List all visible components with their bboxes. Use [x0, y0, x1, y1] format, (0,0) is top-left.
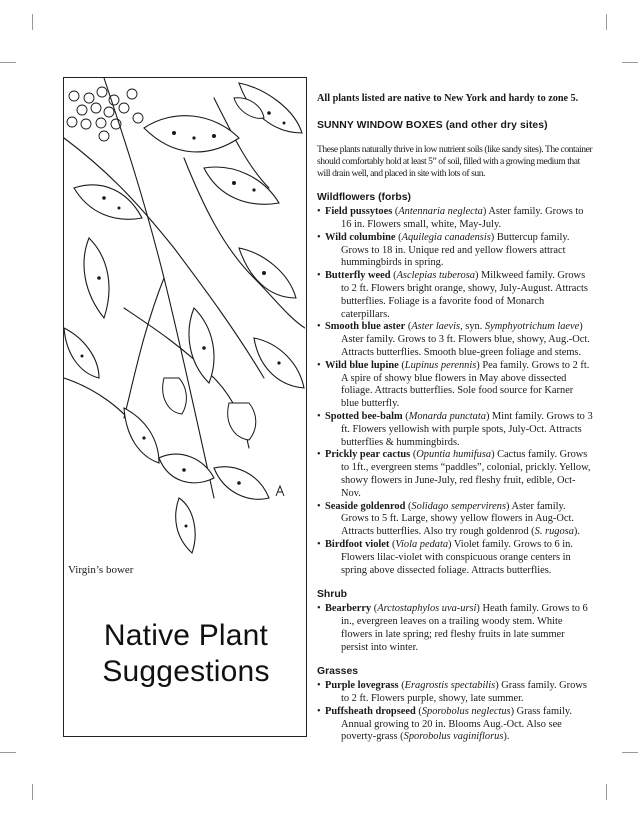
plant-latin-name: Eragrostis spectabilis	[404, 680, 496, 692]
intro-paragraph: These plants naturally thrive in low nutrient soils (like sandy sites). The container should comfortably hold at least 5” of soil, filled with a growing medium that will drain well, and placed in site with lots of sun.	[317, 143, 593, 180]
plant-item: • Wild columbine (Aquilegia canadensis) Buttercup family. Grows to 18 in. Unique red and yellow flowers attract hummingbirds in spring.	[317, 232, 593, 270]
plant-list	[317, 603, 593, 654]
plant-latin-name: Sporobolus neglectus	[421, 705, 511, 717]
plant-name: Wild blue lupine	[325, 359, 399, 371]
plant-item: • Wild blue lupine (Lupinus perennis) Pea family. Grows to 2 ft. A spire of showy blue flowers in May above dissected foliage. Attracts butterflies. Sole food source for Karner blue butterfly.	[317, 360, 593, 411]
crop-mark	[32, 14, 33, 30]
plant-description: Heath family. Grows to 6 in., evergreen leaves on a trailing woody stem. White flowers in late spring; red fleshy fruits in late summer persist into winter.	[341, 603, 588, 653]
crop-mark	[606, 14, 607, 30]
plant-name: Butterfly weed	[325, 270, 391, 282]
group-heading: Grasses	[317, 666, 359, 678]
plant-description: Grass family. Annual growing to 20 in. Blooms Aug.-Oct. Also see poverty-grass (	[341, 705, 572, 743]
plant-description: Aster family. Grows to 16 in. Flowers small, white, May-July.	[341, 206, 584, 231]
section-heading: SUNNY WINDOW BOXES (and other dry sites)	[317, 119, 548, 131]
plant-description: Grass family. Grows to 2 ft. Flowers purple, showy, late summer.	[341, 680, 587, 704]
crop-mark	[32, 784, 33, 800]
plant-latin-name: Aster laevis	[411, 321, 461, 333]
plant-item: • Field pussytoes (Antennaria neglecta) Aster family. Grows to 16 in. Flowers small, white, May-July.	[317, 206, 593, 232]
plant-description: Milkweed family. Grows to 2 ft. Flowers bright orange, showy, July-August. Attracts butterflies. Foliage is a favorite food of Monarch caterpillars.	[341, 270, 588, 320]
synonym-label: , syn.	[460, 321, 485, 333]
plant-description: Buttercup family. Grows to 18 in. Unique red and yellow flowers attract hummingbirds in spring.	[341, 231, 570, 269]
plant-item: • Bearberry (Arctostaphylos uva-ursi) Heath family. Grows to 6 in., evergreen leaves on a trailing woody stem. White flowers in late spring; red fleshy fruits in late summer persist into winter.	[317, 603, 593, 654]
plant-item: • Purple lovegrass (Eragrostis spectabilis) Grass family. Grows to 2 ft. Flowers purple, showy, late summer.	[317, 680, 593, 706]
plant-latin-name: Viola pedata	[395, 539, 449, 550]
plant-name: Smooth blue aster	[325, 321, 406, 333]
page-title	[64, 618, 308, 690]
plant-item: • Butterfly weed (Asclepias tuberosa) Milkweed family. Grows to 2 ft. Flowers bright orange, showy, July-August. Attracts butterflies. Foliage is a favorite food of Monarch caterpillars.	[317, 270, 593, 321]
plant-description: Cactus family. Grows to 1ft., evergreen stems “paddles”, colonial, prickly. Yellow, showy flowers in June-July, red fleshy fruit, edible, Oct-Nov.	[341, 449, 591, 499]
plant-latin-synonym: Symphyotrichum laeve	[484, 321, 580, 333]
plant-latin-name: Lupinus perennis	[404, 359, 477, 371]
plant-name: Wild columbine	[325, 231, 396, 243]
plant-groups	[317, 192, 593, 744]
plant-item: • Smooth blue aster (Aster laevis, syn. Symphyotrichum laeve) Aster family. Grows to 3 ft. Flowers blue, showy, Aug.-Oct. Attracts butterflies. Smooth blue-green foliage and stems.	[317, 321, 593, 359]
crop-mark	[622, 62, 638, 63]
related-latin-name: S. rugosa	[534, 526, 574, 538]
plant-item: • Birdfoot violet (Viola pedata) Violet family. Grows to 6 in. Flowers lilac-violet with conspicuous orange centers in spring above dissected foliage. Attracts butterflies.	[317, 539, 593, 577]
related-latin-name: Sporobolus vaginiflorus	[403, 731, 504, 743]
plant-description: Pea family. Grows to 2 ft. A spire of showy blue flowers in May above dissected foliage. Attracts butterflies. Sole food source for Karner blue butterfly.	[341, 359, 590, 410]
crop-mark	[0, 62, 16, 63]
plant-latin-name: Opuntia humifusa	[416, 449, 492, 461]
crop-mark	[606, 784, 607, 800]
plant-latin-name: Antennaria neglecta	[398, 206, 483, 218]
plant-latin-name: Aquilegia canadensis	[401, 231, 491, 243]
illustration-caption: Virgin’s bower	[68, 564, 134, 576]
plant-name: Bearberry	[325, 603, 372, 615]
title-line: Native Plant	[103, 619, 269, 652]
plant-latin-name: Arctostaphylos uva-ursi	[377, 603, 477, 615]
plant-description-end: ).	[573, 526, 580, 538]
plant-item: • Spotted bee-balm (Monarda punctata) Mint family. Grows to 3 ft. Flowers yellowish with purple spots, July-Oct. Attracts butterflies & hummingbirds.	[317, 411, 593, 449]
plant-name: Prickly pear cactus	[325, 449, 411, 461]
native-note: All plants listed are native to New York and hardy to zone 5.	[317, 93, 579, 104]
crop-mark	[0, 752, 16, 753]
plant-list	[317, 206, 593, 577]
plant-name: Birdfoot violet	[325, 539, 390, 550]
plant-description: Aster family. Grows to 3 ft. Flowers blue, showy, Aug.-Oct. Attracts butterflies. Smooth blue-green foliage and stems.	[341, 334, 590, 359]
plant-item: • Puffsheath dropseed (Sporobolus neglectus) Grass family. Annual growing to 20 in. Blooms Aug.-Oct. Also see poverty-grass (Sporobolus vaginiflorus).	[317, 706, 593, 744]
plant-description: Mint family. Grows to 3 ft. Flowers yellowish with purple spots, July-Oct. Attracts butterflies & hummingbirds.	[341, 411, 593, 448]
plant-name: Purple lovegrass	[325, 680, 399, 692]
virgins-bower-illustration	[64, 78, 305, 558]
plant-item: • Seaside goldenrod (Solidago sempervirens) Aster family. Grows to 5 ft. Large, showy yellow flowers in Aug-Oct. Attracts butterflies. Also try rough goldenrod (S. rugosa).	[317, 501, 593, 539]
group-heading: Wildflowers (forbs)	[317, 192, 411, 204]
plant-description-end: ).	[503, 731, 510, 743]
plant-list	[317, 680, 593, 744]
crop-mark	[622, 752, 638, 753]
plant-latin-name: Asclepias tuberosa	[396, 270, 475, 282]
plant-name: Puffsheath dropseed	[325, 705, 416, 717]
plant-list-column	[317, 93, 593, 756]
illustration-panel	[63, 77, 307, 737]
plant-name: Spotted bee-balm	[325, 411, 403, 423]
title-line: Suggestions	[102, 655, 270, 688]
plant-description: Violet family. Grows to 6 in. Flowers lilac-violet with conspicuous orange centers in spring above dissected foliage. Attracts butterflies.	[341, 539, 573, 576]
plant-name: Seaside goldenrod	[325, 500, 406, 512]
plant-name: Field pussytoes	[325, 206, 393, 218]
plant-description: Aster family. Grows to 5 ft. Large, showy yellow flowers in Aug-Oct. Attracts butterflies. Also try rough goldenrod (	[341, 500, 574, 538]
plant-latin-name: Solidago sempervirens	[411, 500, 506, 512]
group-heading: Shrub	[317, 589, 348, 601]
plant-latin-name: Monarda punctata	[408, 411, 486, 423]
plant-item: • Prickly pear cactus (Opuntia humifusa) Cactus family. Grows to 1ft., evergreen stems “paddles”, colonial, prickly. Yellow, showy flowers in June-July, red fleshy fruit, edible, Oct-Nov.	[317, 449, 593, 500]
